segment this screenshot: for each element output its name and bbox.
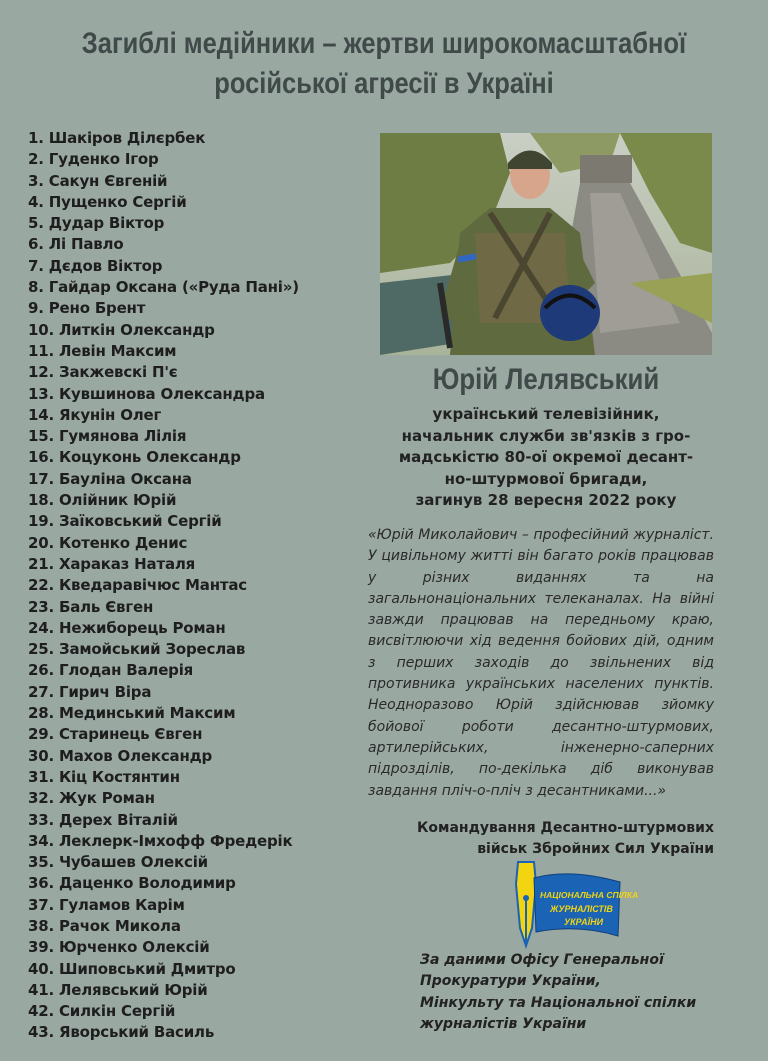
victim-list-item: 36. Даценко Володимир <box>28 874 236 893</box>
victim-list-item: 40. Шиповський Дмитро <box>28 959 236 978</box>
victim-list-item: 3. Сакун Євгеній <box>28 171 168 190</box>
nsju-logo <box>500 858 639 948</box>
victim-list-item: 7. Дєдов Віктор <box>28 256 163 275</box>
featured-description-line: мадськістю 80-ої окремої десант- <box>398 448 694 466</box>
featured-quote: «Юрій Миколайович – професійний журналіст. У цивільному житті він багато років працював у різних виданнях та на загальнонаціональних телеканалах. На війні завжди працював на передньому краю, висвітлюючи хід ведення бойових дій, одним з перших заходів до звільнених від противника українських населених пунктів. Неодноразово Юрій здійснював зйомку бойової роботи десантно-штурмових, артилерійських, інженерно-саперних підрозділів, по-декілька діб виконував завдання пліч-о-пліч з десантниками...» <box>368 527 714 799</box>
victim-list-item: 41. Лелявський Юрій <box>28 980 208 999</box>
victim-list-item: 13. Кувшинова Олександра <box>28 384 265 403</box>
nsju-logo-emblem <box>500 858 639 948</box>
victim-list-item: 20. Котенко Денис <box>28 533 188 552</box>
victims-list <box>28 128 299 1044</box>
victim-list-item: 38. Рачок Микола <box>28 916 181 935</box>
data-credit-line: За даними Офісу Генеральної <box>420 952 664 968</box>
featured-description-line: начальник служби зв'язків з гро- <box>401 426 691 445</box>
featured-description-line: но-штурмової бригади, <box>444 469 648 488</box>
victim-list-item: 15. Гумянова Лілія <box>28 427 187 446</box>
victim-list-item: 8. Гайдар Оксана («Руда Пані») <box>28 278 299 297</box>
victim-list-item: 10. Литкін Олександр <box>28 320 215 339</box>
victim-list-item: 18. Олійник Юрій <box>28 491 177 510</box>
data-credit <box>420 950 740 1035</box>
victim-list-item: 17. Бауліна Оксана <box>28 469 192 488</box>
victim-list-item: 11. Левін Максим <box>28 341 177 360</box>
victim-list-item: 39. Юрченко Олексій <box>28 938 210 957</box>
page-title <box>58 24 711 104</box>
victim-list-item: 31. Кіц Костянтин <box>28 767 180 786</box>
victim-list-item: 12. Закжевскі П'є <box>28 363 178 382</box>
victim-list-item: 33. Дерех Віталій <box>28 810 178 829</box>
victim-list-item: 4. Пущенко Сергій <box>28 192 187 211</box>
victim-list-item: 43. Яворський Василь <box>28 1023 215 1042</box>
victim-list-item: 37. Гуламов Карім <box>28 895 185 914</box>
data-credit-line: журналістів України <box>420 1015 587 1032</box>
victim-list-item: 42. Силкін Сергій <box>28 1002 176 1021</box>
quote-source-line: Командування Десантно-штурмових <box>416 820 714 836</box>
featured-description-line: загинув 28 вересня 2022 року <box>415 491 677 509</box>
victim-list-item: 23. Баль Євген <box>28 597 154 616</box>
logo-text-line-2: ЖУРНАЛІСТІВ <box>550 904 613 914</box>
victim-list-item: 5. Дудар Віктор <box>28 214 165 233</box>
logo-text-line-1: НАЦІОНАЛЬНА СПІЛКА <box>540 890 639 900</box>
data-credit-line: Прокуратури України, <box>420 973 601 990</box>
featured-description-line: український телевізійник, <box>432 405 660 423</box>
featured-name: Юрій Лелявський <box>432 363 660 396</box>
data-credit-line: Мінкульту та Національної спілки <box>420 994 697 1011</box>
page-title-line-1: Загиблі медійники – жертви широкомасштабної <box>81 27 687 60</box>
victim-list-item: 27. Гирич Віра <box>28 682 152 701</box>
portrait-photo <box>380 133 712 355</box>
victim-list-item: 30. Махов Олександр <box>28 746 213 765</box>
victim-list-item: 28. Мединський Максим <box>28 704 236 723</box>
victim-list-item: 19. Заїковський Сергій <box>28 512 222 531</box>
quote-source <box>380 818 714 860</box>
portrait-photo-illustration <box>380 133 712 355</box>
victim-list-item: 24. Нежиборець Роман <box>28 618 226 637</box>
victim-list-item: 1. Шакіров Ділєрбек <box>28 129 206 147</box>
victim-list-item: 34. Леклерк-Імхофф Фредерік <box>28 831 293 850</box>
victim-list-item: 22. Кведаравічюс Мантас <box>28 576 247 595</box>
victim-list-item: 21. Хараказ Наталя <box>28 554 196 573</box>
logo-text-line-3: УКРАЇНИ <box>564 917 604 927</box>
victim-list-item: 29. Старинець Євген <box>28 725 203 744</box>
victim-list-item: 14. Якунін Олег <box>28 405 162 424</box>
featured-description <box>360 404 732 512</box>
victim-list-item: 32. Жук Роман <box>28 789 155 808</box>
victim-list-item: 16. Коцуконь Олександр <box>28 448 241 467</box>
victim-list-item: 9. Рено Брент <box>28 299 146 318</box>
victim-list-item: 2. Гуденко Ігор <box>28 150 159 169</box>
victim-list-item: 35. Чубашев Олексій <box>28 853 208 872</box>
victim-list-item: 26. Глодан Валерія <box>28 661 194 680</box>
victim-list-item: 25. Замойський Зореслав <box>28 640 246 659</box>
victim-list-item: 6. Лі Павло <box>28 235 124 254</box>
quote-source-line: військ Збройних Сил України <box>477 841 714 857</box>
page-title-line-2: російської агресії в Україні <box>214 67 554 100</box>
